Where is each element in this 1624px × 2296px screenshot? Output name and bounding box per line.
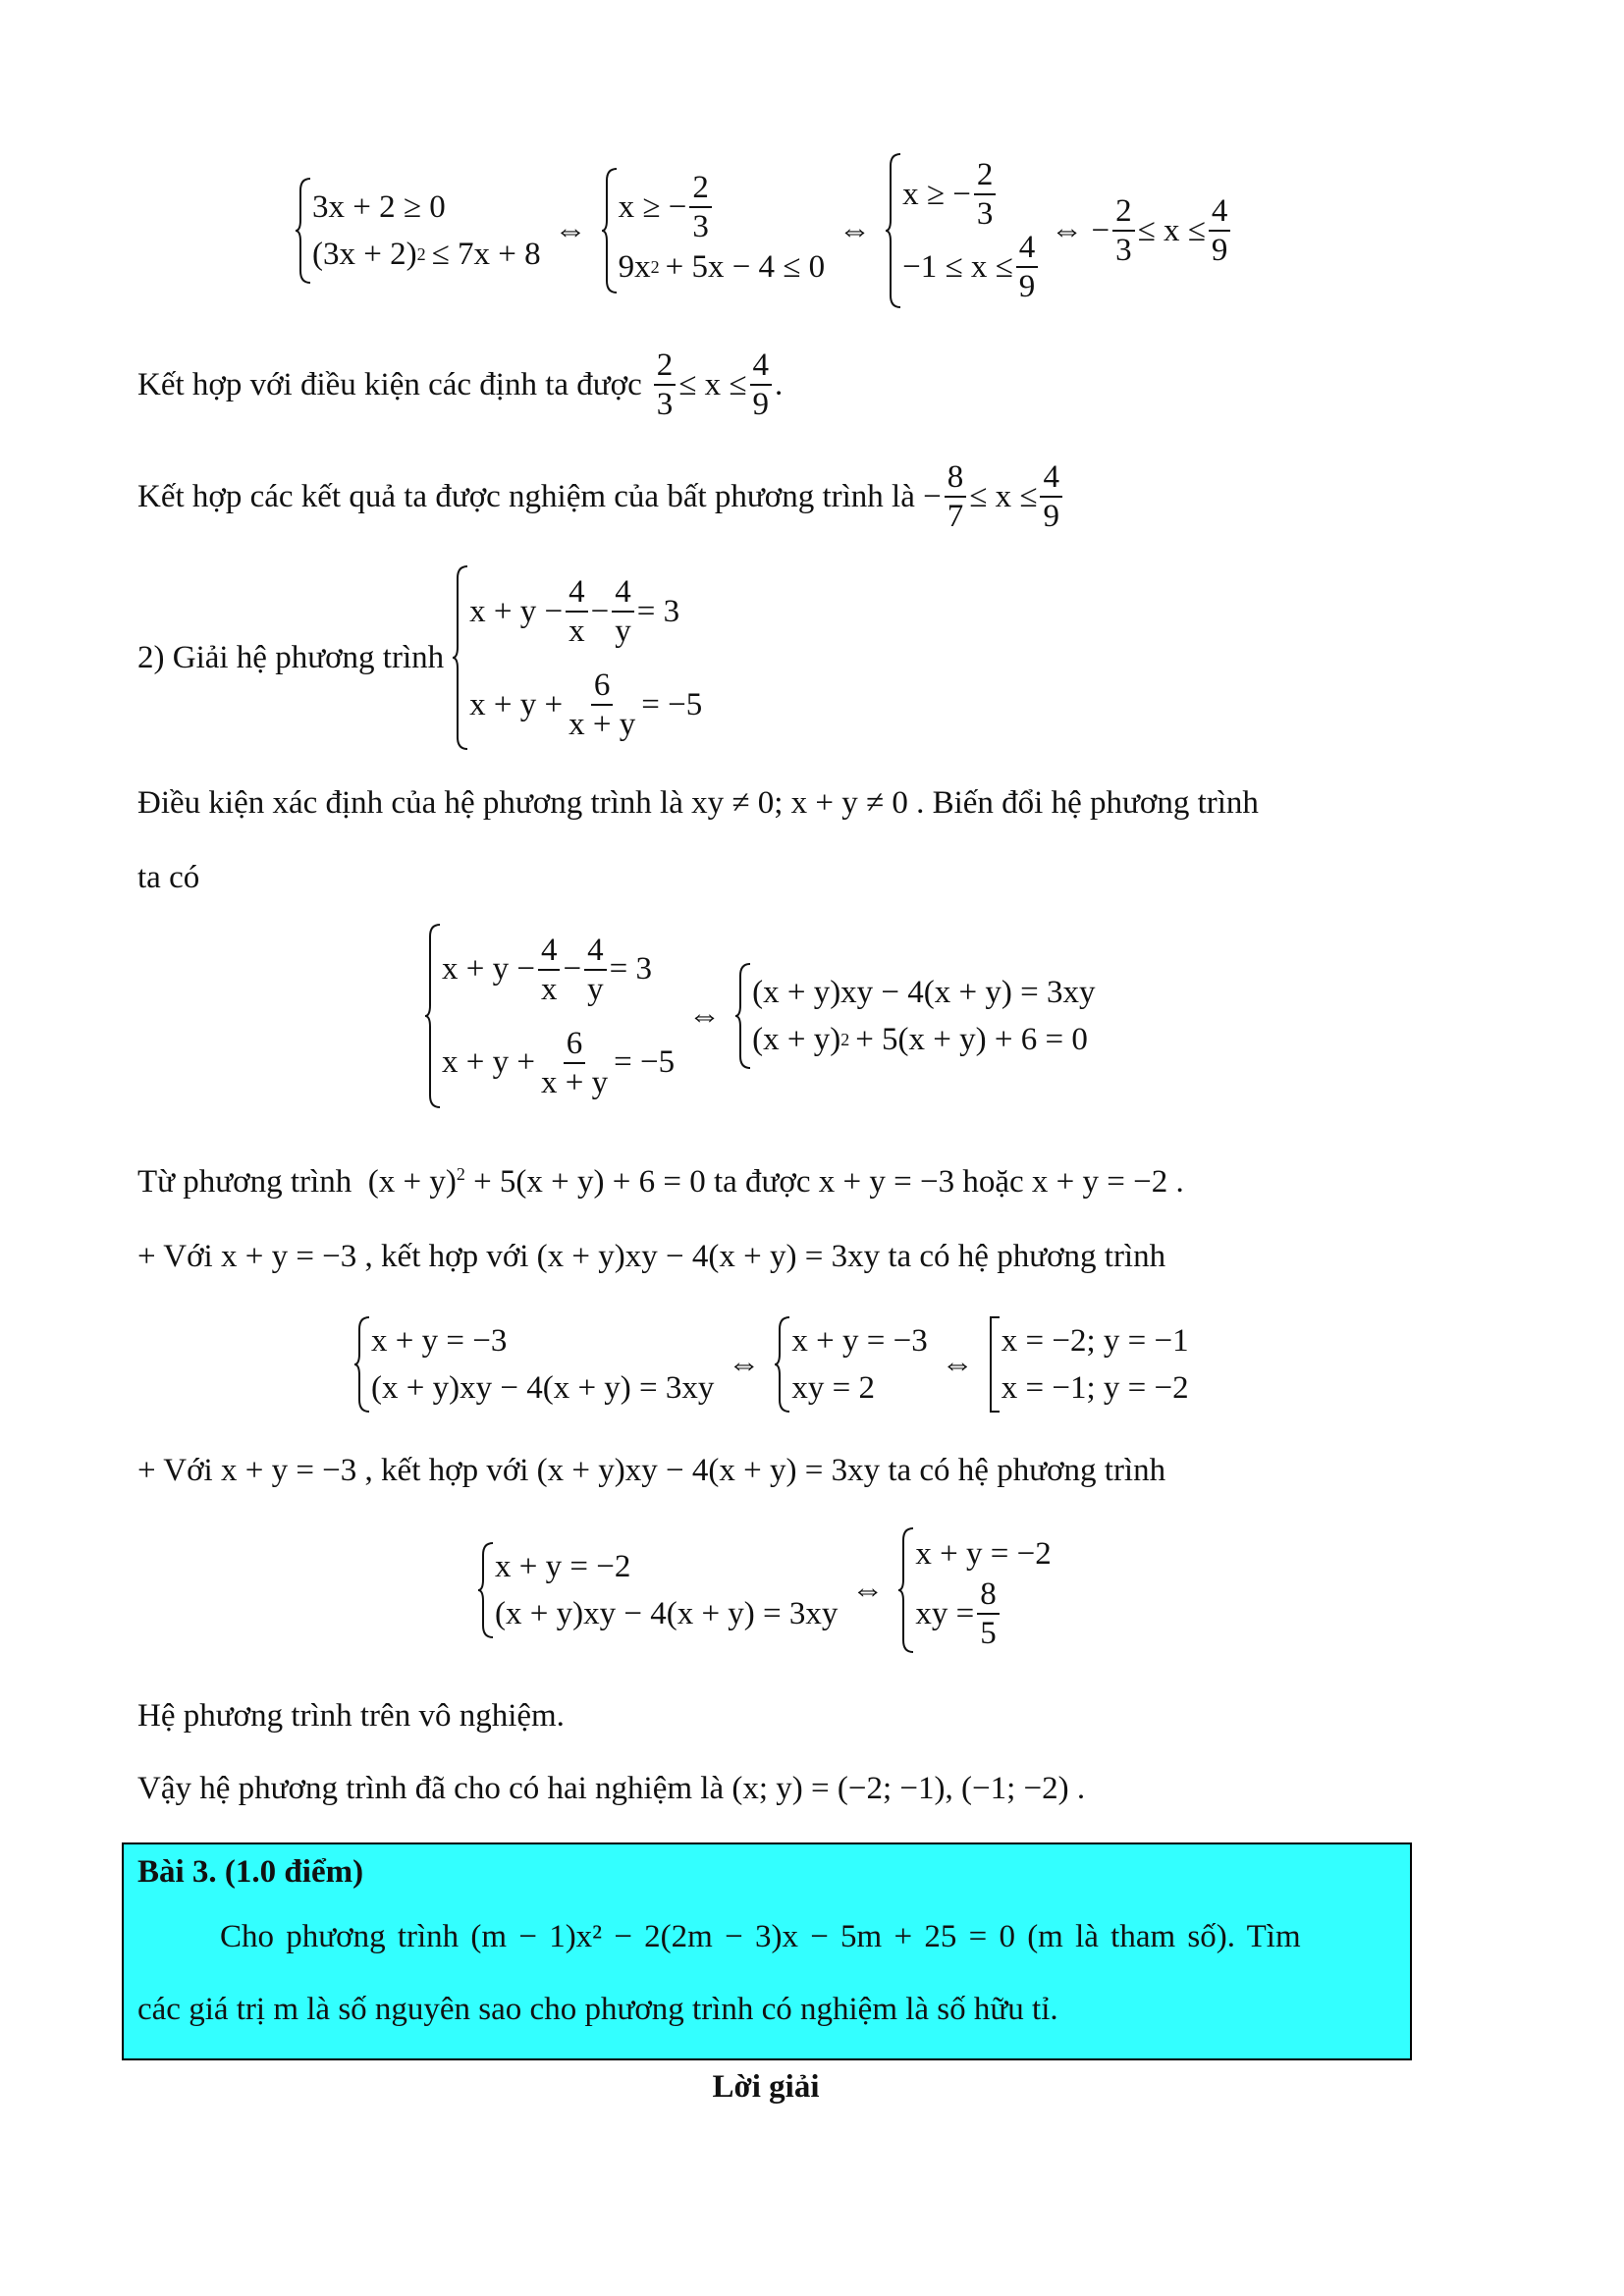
system-2	[601, 167, 826, 294]
no-solution-line: Hệ phương trình trên vô nghiệm.	[137, 1698, 565, 1734]
equivalence-arrow: ⇔	[688, 997, 722, 1034]
fraction-2-3: $\frac{2}{3}$	[654, 348, 677, 421]
case-1-line: + Với x + y = −3 , kết hợp với (x + y)xy − 4(x + y) = 3xy ta có hệ phương trình	[137, 1239, 1166, 1274]
solution-heading: Lời giải	[712, 2069, 820, 2105]
condition-line-2: ta có	[137, 860, 200, 895]
fraction-4-9: $\frac{4}{9}$	[1040, 460, 1062, 533]
transformed-system	[424, 923, 1096, 1109]
fraction-4-9: $\frac{4}{9}$	[750, 348, 773, 421]
system-q2-row-2: x + y + $\frac{6}{x + y}$ = −5	[469, 667, 703, 742]
combine-condition-line: Kết hợp với điều kiện các định ta được $\frac{2}{3}$ ≤ x ≤ $\frac{4}{9}$ .	[137, 347, 784, 422]
system-q2	[452, 564, 702, 751]
problem-title: Bài 3. (1.0 điểm)	[137, 1854, 364, 1890]
case-2-systems: x + y = −2 (x + y)xy − 4(x + y) = 3xy ⇔ x + y = −2 xy = $\frac{8}{5}$	[477, 1522, 1052, 1659]
system-1-row-1: 3x + 2 ≥ 0	[312, 188, 446, 225]
system-3-row-1: x ≥ − $\frac{2}{3}$	[902, 158, 1041, 231]
fraction-2-3: $\frac{2}{3}$	[689, 171, 712, 243]
case-1-systems: x + y = −3 (x + y)xy − 4(x + y) = 3xy ⇔ x + y = −3 xy = 2 ⇔ x = −2; y = −1 x = −1; y = −2	[353, 1310, 1189, 1418]
system-3	[885, 152, 1041, 309]
system-2-row-1: x ≥ − $\frac{2}{3}$	[619, 171, 826, 243]
equivalence-arrow: ⇔	[554, 212, 587, 248]
equivalence-arrow: ⇔	[941, 1346, 974, 1382]
conclusion-line: Vậy hệ phương trình đã cho có hai nghiệm là (x; y) = (−2; −1), (−1; −2) .	[137, 1771, 1086, 1806]
condition-line: Điều kiện xác định của hệ phương trình là xy ≠ 0; x + y ≠ 0 . Biến đổi hệ phương trình	[137, 785, 1259, 821]
fraction-2-3: $\frac{2}{3}$	[974, 158, 997, 231]
from-equation-line: Từ phương trình $(x + y)^2 + 5(x + y) + 6 = 0$ ta được x + y = −3 hoặc x + y = −2 .	[137, 1164, 1184, 1200]
case-2-line: + Với x + y = −3 , kết hợp với (x + y)xy − 4(x + y) = 3xy ta có hệ phương trình	[137, 1453, 1166, 1488]
system-q2-row-1: x + y − $\frac{4}{x}$ − $\frac{4}{y}$ = 3	[469, 573, 680, 649]
result-mid: ≤ x ≤	[1137, 212, 1206, 248]
equivalence-arrow: ⇔	[851, 1572, 885, 1608]
result-prefix: ⇔ −	[1051, 212, 1110, 248]
question-2: 2) Giải hệ phương trình x + y − $\frac{4}{x}$ − $\frac{4}{y}$ = 3 x + y + $\frac{6}{x + y}$ = −5	[137, 564, 702, 751]
fraction-4-9: $\frac{4}{9}$	[1016, 231, 1039, 303]
system-1-row-2: (3x + 2) 2 ≤ 7x + 8	[312, 236, 541, 272]
fraction-4-9: $\frac{4}{9}$	[1209, 194, 1231, 267]
system-b-left: x + y − $\frac{4}{x}$ − $\frac{4}{y}$ = 3 x + y + $\frac{6}{x + y}$ = −5	[424, 923, 675, 1109]
system-2-row-2: 9x 2 + 5x − 4 ≤ 0	[618, 248, 826, 285]
inequality-chain	[295, 147, 1233, 314]
system-3-row-2: −1 ≤ x ≤ $\frac{4}{9}$	[902, 231, 1041, 303]
problem-box	[122, 1842, 1412, 2060]
system-1	[295, 177, 541, 285]
problem-line-1: Cho phương trình (m − 1)x² − 2(2m − 3)x − 5m + 25 = 0 (m là tham số). Tìm	[220, 1919, 1301, 1954]
equivalence-arrow: ⇔	[839, 212, 872, 248]
fraction-2-3: $\frac{2}{3}$	[1112, 194, 1135, 267]
problem-line-2: các giá trị m là số nguyên sao cho phương trình có nghiệm là số hữu tỉ.	[137, 1992, 1058, 2027]
fraction-8-7: $\frac{8}{7}$	[945, 460, 967, 533]
combine-results-line: Kết hợp các kết quả ta được nghiệm của bất phương trình là − $\frac{8}{7}$ ≤ x ≤ $\frac{4}{9}$	[137, 457, 1065, 536]
system-b-right: (x + y)xy − 4(x + y) = 3xy (x + y) 2 + 5(x + y) + 6 = 0	[734, 962, 1095, 1070]
equivalence-arrow: ⇔	[728, 1346, 761, 1382]
